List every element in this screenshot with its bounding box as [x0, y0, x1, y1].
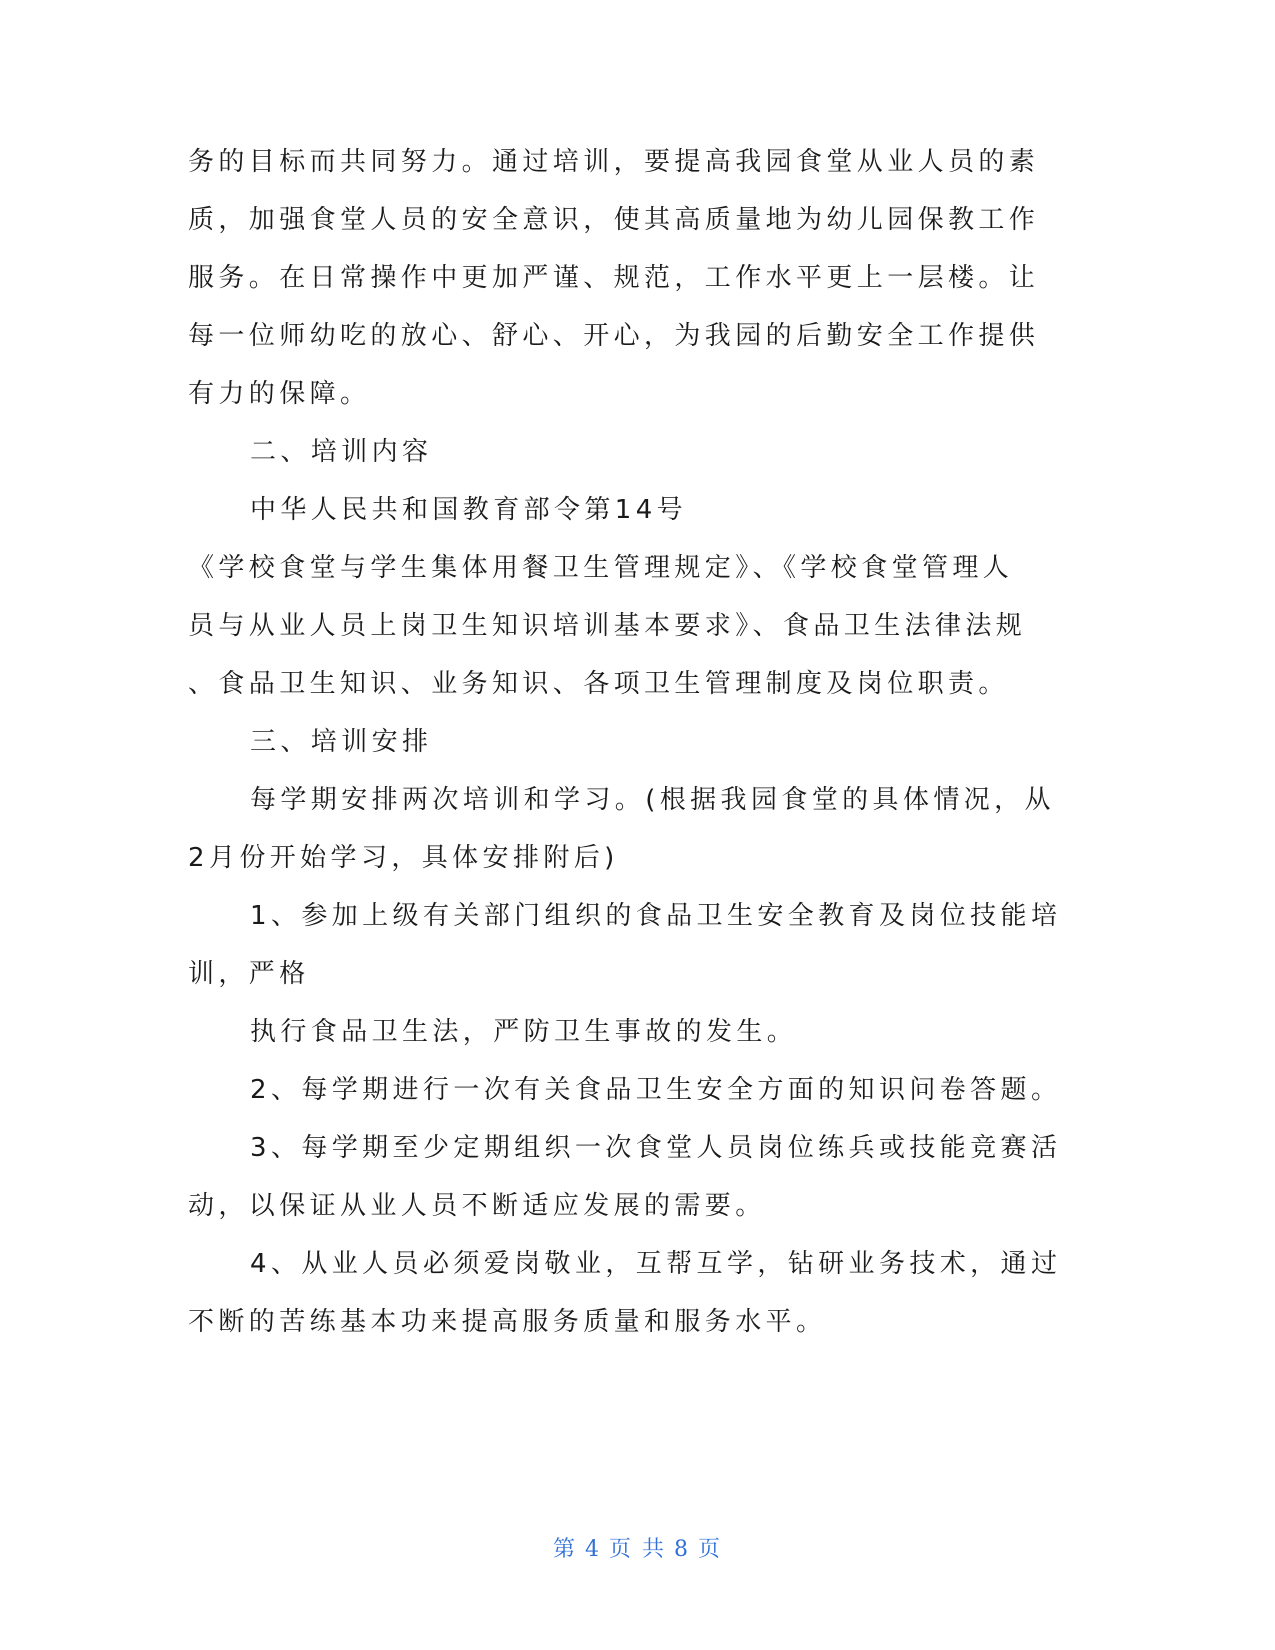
paragraph-line: 执行食品卫生法，严防卫生事故的发生。 — [250, 1017, 798, 1047]
paragraph-line: 不断的苦练基本功来提高服务质量和服务水平。 — [188, 1307, 827, 1337]
paragraph-line: 员与从业人员上岗卫生知识培训基本要求》、食品卫生法律法规 — [188, 611, 1027, 641]
footer-current-page: 4 — [585, 1537, 601, 1562]
paragraph-line: 有力的保障。 — [188, 379, 371, 409]
footer-label-page: 第 — [552, 1537, 577, 1562]
page-footer — [0, 1532, 1275, 1563]
paragraph-line: 、食品卫生知识、业务知识、各项卫生管理制度及岗位职责。 — [188, 669, 1009, 699]
paragraph-line: 质，加强食堂人员的安全意识，使其高质量地为幼儿园保教工作 — [188, 205, 1040, 235]
paragraph-line: 中华人民共和国教育部令第14号 — [250, 495, 688, 525]
list-item: 2、每学期进行一次有关食品卫生安全方面的知识问卷答题。 — [250, 1075, 1062, 1105]
footer-label-of: 页 共 — [609, 1537, 666, 1562]
footer-total-pages: 8 — [674, 1537, 690, 1562]
paragraph-line: 《学校食堂与学生集体用餐卫生管理规定》、《学校食堂管理人 — [188, 553, 1014, 583]
list-item: 3、每学期至少定期组织一次食堂人员岗位练兵或技能竞赛活 — [250, 1133, 1062, 1163]
list-item: 4、从业人员必须爱岗敬业，互帮互学，钻研业务技术，通过 — [250, 1249, 1062, 1279]
paragraph-line: 服务。在日常操作中更加严谨、规范，工作水平更上一层楼。让 — [188, 263, 1040, 293]
footer-label-end: 页 — [698, 1537, 723, 1562]
section-heading: 二、培训内容 — [250, 437, 433, 467]
paragraph-line: 动，以保证从业人员不断适应发展的需要。 — [188, 1191, 766, 1221]
paragraph-line: 务的目标而共同努力。通过培训，要提高我园食堂从业人员的素 — [188, 147, 1040, 177]
paragraph-line: 训，严格 — [188, 959, 310, 989]
list-item: 1、参加上级有关部门组织的食品卫生安全教育及岗位技能培 — [250, 901, 1062, 931]
section-heading: 三、培训安排 — [250, 727, 433, 757]
paragraph-line: 2月份开始学习，具体安排附后) — [188, 843, 619, 873]
paragraph-line: 每一位师幼吃的放心、舒心、开心，为我园的后勤安全工作提供 — [188, 321, 1040, 351]
paragraph-line: 每学期安排两次培训和学习。(根据我园食堂的具体情况，从 — [250, 785, 1055, 815]
